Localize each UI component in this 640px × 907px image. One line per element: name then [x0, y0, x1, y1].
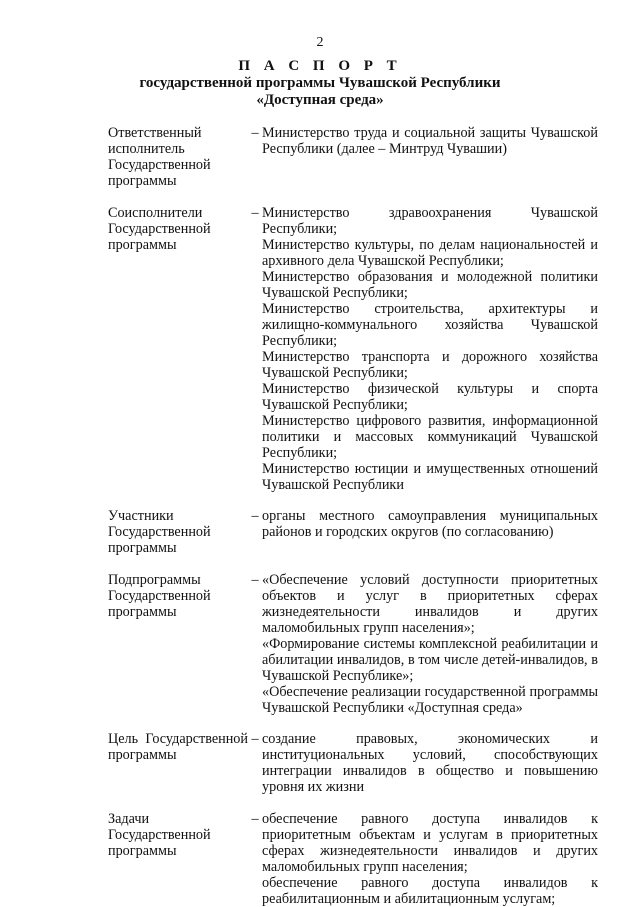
value-item: «Обеспечение условий доступности приоритетных объектов и услуг в приоритетных сферах жизнедеятельности инвалидов и других маломобильных групп населения»; [262, 571, 598, 636]
value-item: Министерство культуры, по делам национальностей и архивного дела Чувашской Республики; [262, 236, 598, 269]
row-value [262, 572, 598, 716]
value-item: обеспечение равного доступа инвалидов к приоритетным объектам и услугам в приоритетных сферах жизнедеятельности инвалидов и других маломобильных групп населения; [262, 810, 598, 875]
passport-row-coexecutors [108, 205, 598, 493]
document-title: П А С П О Р Т [238, 58, 402, 74]
passport-row-responsible [108, 125, 598, 189]
value-item: Министерство труда и социальной защиты Чувашской Республики (далее – Минтруд Чувашии) [262, 125, 598, 157]
value-item: Министерство цифрового развития, информационной политики и массовых коммуникаций Чувашской Республики; [262, 412, 598, 461]
value-item: создание правовых, экономических и институциональных условий, способствующих интеграции инвалидов в общество и повышению уровня их жизни [262, 731, 598, 795]
row-value [262, 205, 598, 493]
document-subtitle-line2: «Доступная среда» [256, 92, 384, 108]
row-label: Цель Государственной программы [108, 731, 248, 763]
value-item: «Формирование системы комплексной реабилитации и абилитации инвалидов, в том числе детей-инвалидов, в Чувашской Республике»; [262, 635, 598, 684]
row-dash: – [251, 508, 259, 524]
row-value [262, 508, 598, 540]
passport-row-participants [108, 508, 598, 556]
row-dash: – [251, 125, 259, 141]
row-value [262, 125, 598, 157]
row-value [262, 811, 598, 907]
row-label: Соисполнители Государственной программы [108, 204, 211, 253]
value-item: обеспечение равного доступа инвалидов к реабилитационным и абилитационным услугам; [262, 874, 598, 907]
document-subtitle-line1: государственной программы Чувашской Республики [139, 75, 501, 91]
row-value [262, 731, 598, 795]
value-item: Министерство образования и молодежной политики Чувашской Республики; [262, 268, 598, 301]
value-item: Министерство физической культуры и спорта Чувашской Республики; [262, 380, 598, 413]
passport-row-tasks [108, 811, 598, 907]
value-item: органы местного самоуправления муниципальных районов и городских округов (по согласованию) [262, 508, 598, 540]
passport-row-goal [108, 731, 598, 795]
value-item: Министерство юстиции и имущественных отношений Чувашской Республики [262, 460, 598, 493]
row-label: Ответственный исполнитель Государственной программы [108, 125, 211, 189]
value-item: Министерство строительства, архитектуры и жилищно-коммунального хозяйства Чувашской Республики; [262, 300, 598, 349]
row-dash: – [251, 571, 259, 588]
row-label: Подпрограммы Государственной программы [108, 571, 211, 620]
page-number: 2 [316, 35, 324, 50]
row-dash: – [251, 731, 259, 747]
document-header [60, 58, 580, 109]
passport-table [108, 125, 598, 907]
row-label: Задачи Государственной программы [108, 810, 211, 859]
value-item: Министерство транспорта и дорожного хозяйства Чувашской Республики; [262, 348, 598, 381]
row-label: Участники Государственной программы [108, 508, 211, 556]
row-dash: – [251, 810, 259, 827]
value-item: Министерство здравоохранения Чувашской Республики; [262, 204, 598, 237]
value-item: «Обеспечение реализации государственной программы Чувашской Республики «Доступная среда» [262, 683, 598, 716]
row-dash: – [251, 204, 259, 221]
passport-row-subprograms [108, 572, 598, 716]
